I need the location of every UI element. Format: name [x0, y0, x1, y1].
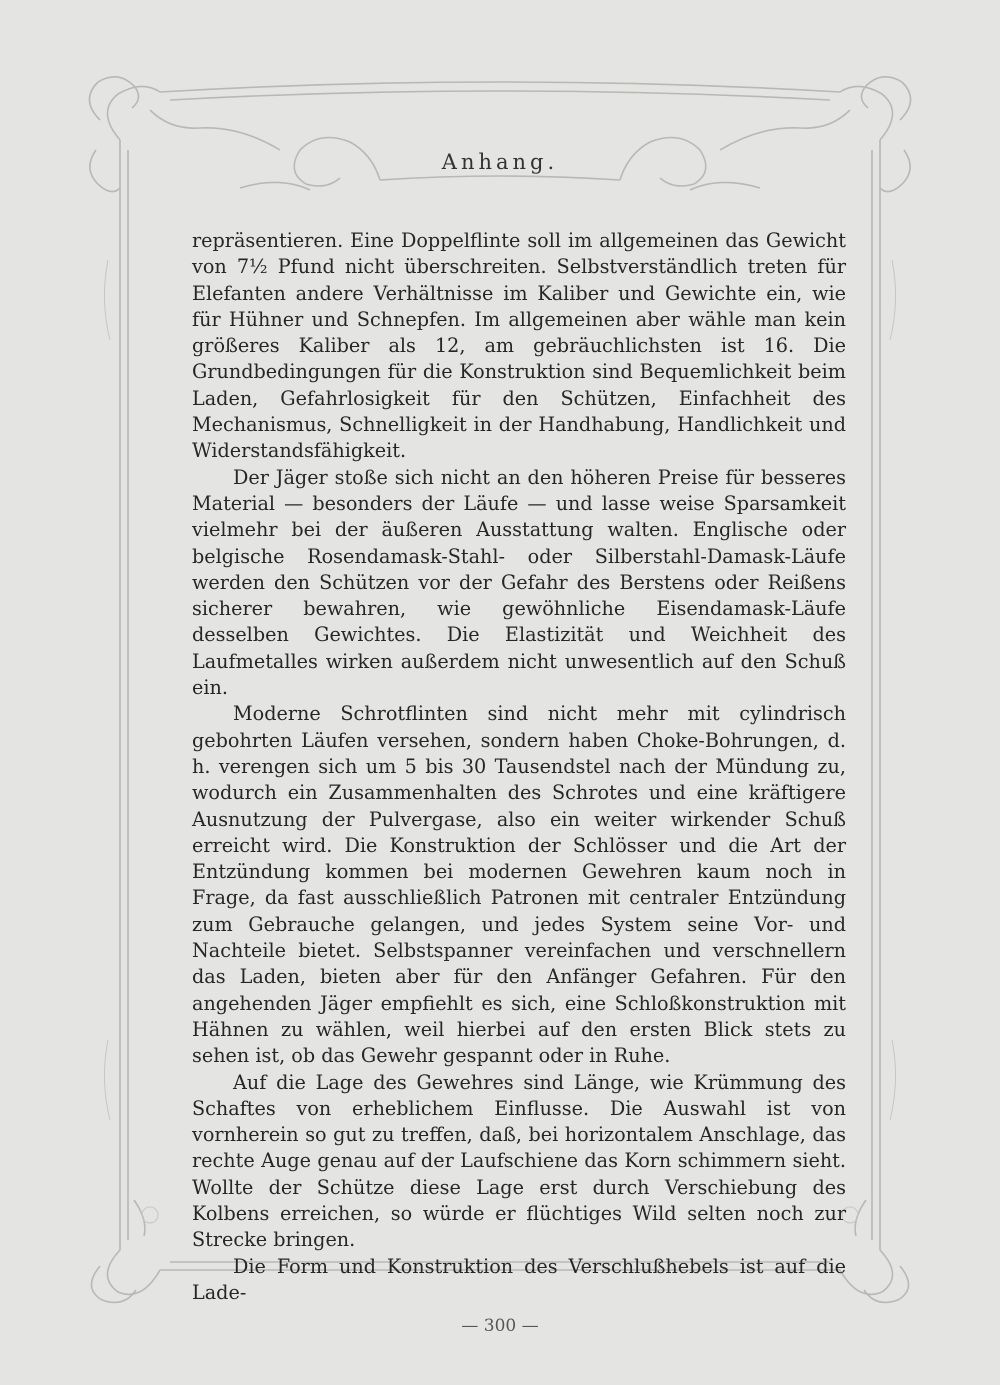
- page-number: — 300 —: [461, 1316, 539, 1336]
- paragraph-4: Auf die Lage des Gewehres sind Länge, wie Krümmung des Schaftes von erheblichem Einflusse. Die Auswahl ist von vornherein so gut zu treffen, daß, bei horizontalem Anschlage, das rechte Auge genau auf der Laufschiene das Korn schimmern sieht. Wollte der Schütze diese Lage erst durch Verschiebung des Kolbens erreichen, so würde er flüchtiges Wild selten noch zur Strecke bringen.: [192, 1070, 846, 1252]
- paragraph-1: repräsentieren. Eine Doppelflinte soll im allgemeinen das Gewicht von 7½ Pfund nicht überschreiten. Selbstverständlich treten für Elefanten andere Verhältnisse im Kaliber und Gewichte ein, wie für Hühner und Schnepfen. Im allgemeinen aber wähle man kein größeres Kaliber als 12, am gebräuchlichsten ist 16. Die Grundbedingungen für die Konstruktion sind Bequemlichkeit beim Laden, Gefahrlosigkeit für den Schützen, Einfachheit des Mechanismus, Schnelligkeit in der Handhabung, Handlichkeit und Widerstandsfähigkeit.: [192, 229, 846, 463]
- body-text: [192, 228, 846, 1306]
- paragraph-2: Der Jäger stoße sich nicht an den höheren Preise für besseres Material — besonders der Läufe — und lasse weise Sparsamkeit vielmehr bei der äußeren Ausstattung walten. Englische oder belgische Rosendamask-Stahl- oder Silberstahl-Damask-Läufe werden den Schützen vor der Gefahr des Berstens oder Reißens sicherer bewahren, wie gewöhnliche Eisendamask-Läufe desselben Gewichtes. Die Elastizität und Weichheit des Laufmetalles wirken außerdem nicht unwesentlich auf den Schuß ein.: [192, 465, 846, 700]
- paragraph-3: Moderne Schrotflinten sind nicht mehr mit cylindrisch gebohrten Läufen versehen, sondern haben Choke-Bohrungen, d. h. verengen sich um 5 bis 30 Tausendstel nach der Mündung zu, wodurch ein Zusammenhalten des Schrotes und eine kräftigere Ausnutzung der Pulvergase, also ein weiter wirkender Schuß erreicht wird. Die Konstruktion der Schlösser und die Art der Entzündung kommen bei modernen Gewehren kaum noch in Frage, da fast ausschließlich Patronen mit centraler Entzündung zum Gebrauche gelangen, und jedes System seine Vor- und Nachteile bietet. Selbstspanner vereinfachen und verschnellern das Laden, bieten aber für den Anfänger Gefahren. Für den angehenden Jäger empfiehlt es sich, eine Schloßkonstruktion mit Hähnen zu wählen, weil hierbei auf den ersten Blick stets zu sehen ist, ob das Gewehr gespannt oder in Ruhe.: [192, 702, 846, 1068]
- paragraph-5: Die Form und Konstruktion des Verschlußhebels ist auf die Lade-: [192, 1254, 846, 1304]
- running-head: Anhang.: [441, 150, 559, 174]
